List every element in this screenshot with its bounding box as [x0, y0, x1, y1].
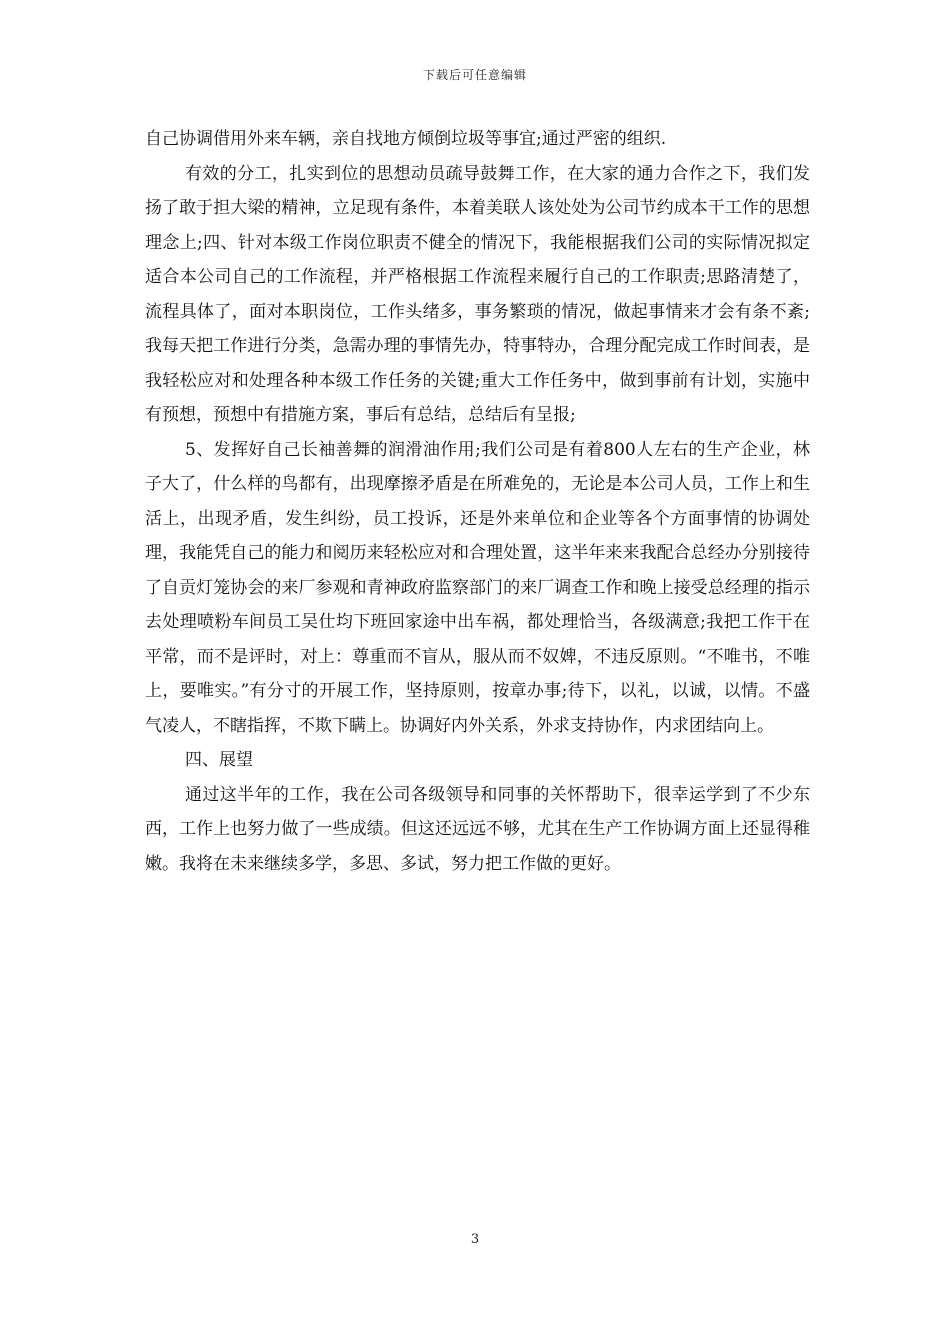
- paragraph-lubricant-role: 5、发挥好自己长袖善舞的润滑油作用;我们公司是有着800人左右的生产企业，林子大了，什么样的鸟都有，出现摩擦矛盾是在所难免的，无论是本公司人员，工作上和生活上，出现矛盾，发生纠纷，员工投诉，还是外来单位和企业等各个方面事情的协调处理，我能凭自己的能力和阅历来轻松应对和合理处置，这半年来来我配合总经办分别接待了自贡灯笼协会的来厂参观和青神政府监察部门的来厂调查工作和晚上接受总经理的指示去处理喷粉车间员工吴仕均下班回家途中出车祸，都处理恰当，各级满意;我把工作干在平常，而不是评时，对上：尊重而不盲从，服从而不奴婢，不违反原则。“不唯书，不唯上，要唯实。”有分寸的开展工作，坚持原则，按章办事;待下，以礼，以诚，以情。不盛气凌人，不瞎指挥，不欺下瞒上。协调好内外关系，外求支持协作，内求团结向上。: [145, 439, 810, 736]
- paragraph-continuation: 自己协调借用外来车辆，亲自找地方倾倒垃圾等事宜;通过严密的组织.: [145, 129, 667, 149]
- section-heading-outlook: 四、展望: [185, 750, 253, 770]
- paragraph-division-of-labor: 有效的分工，扎实到位的思想动员疏导鼓舞工作，在大家的通力合作之下，我们发扬了敢于担大梁的精神，立足现有条件，本着美联人该处处为公司节约成本干工作的思想理念上;四、针对本级工作岗位职责不健全的情况下，我能根据我们公司的实际情况拟定适合本公司自己的工作流程，并严格根据工作流程来履行自己的工作职责;思路清楚了，流程具体了，面对本职岗位，工作头绪多，事务繁琐的情况，做起事情来才会有条不紊;我每天把工作进行分类，急需办理的事情先办，特事特办，合理分配完成工作时间表，是我轻松应对和处理各种本级工作任务的关键;重大工作任务中，做到事前有计划，实施中有预想，预想中有措施方案，事后有总结，总结后有呈报;: [145, 163, 810, 425]
- page-number: 3: [470, 1232, 480, 1247]
- paragraph-outlook: 通过这半年的工作，我在公司各级领导和同事的关怀帮助下，很幸运学到了不少东西，工作上也努力做了一些成绩。但这还远远不够，尤其在生产工作协调方面上还显得稚嫩。我将在未来继续多学，多思、多试，努力把工作做的更好。: [145, 784, 810, 874]
- document-body: [145, 122, 810, 881]
- page-header: 下载后可任意编辑: [422, 68, 527, 82]
